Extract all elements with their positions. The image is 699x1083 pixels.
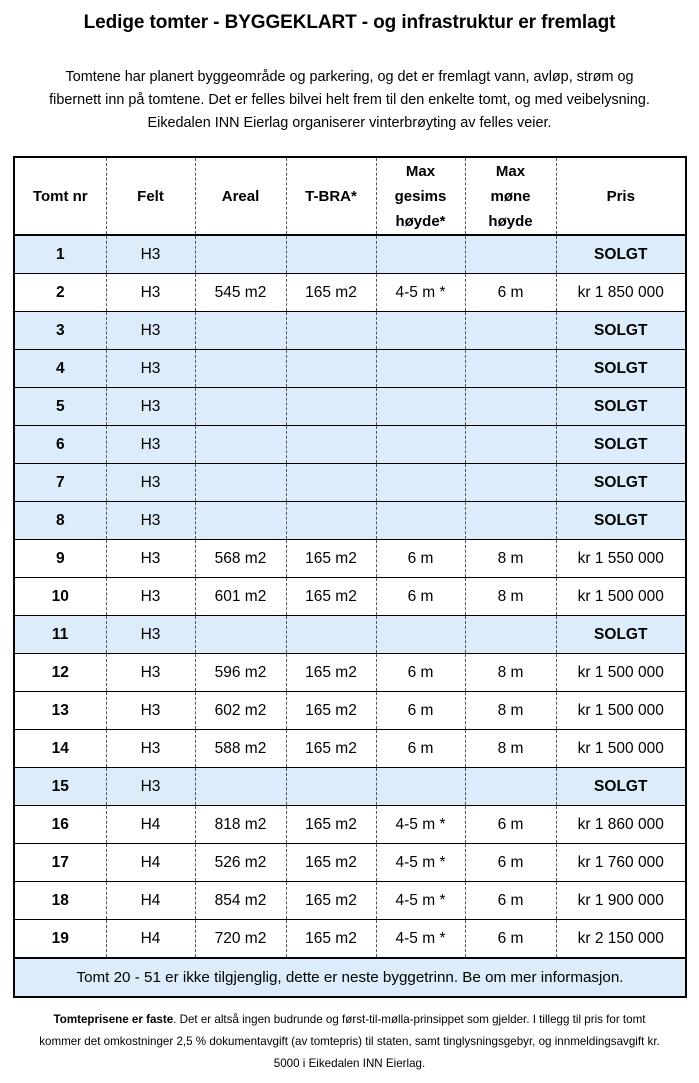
table-row xyxy=(14,274,686,312)
cell-areal: 602 m2 xyxy=(195,692,286,730)
table-row xyxy=(14,350,686,388)
cell-felt: H3 xyxy=(106,616,195,654)
cell-felt: H3 xyxy=(106,350,195,388)
cell-t-bra: 165 m2 xyxy=(286,578,376,616)
cell-gesims-hoyde: 6 m xyxy=(376,730,465,768)
header-line: møne xyxy=(490,187,531,205)
cell-gesims-hoyde xyxy=(376,616,465,654)
cell-gesims-hoyde: 4-5 m * xyxy=(376,274,465,312)
footer-line1-rest: . Det er altså ingen budrunde og først-til-mølla-prinsippet som gjelder. I tillegg til pris for tomt xyxy=(173,1013,646,1026)
cell-felt: H4 xyxy=(106,882,195,920)
cell-mone-hoyde: 6 m xyxy=(465,882,556,920)
cell-t-bra xyxy=(286,616,376,654)
cell-pris: SOLGT xyxy=(556,235,686,274)
table-row xyxy=(14,616,686,654)
cell-tomt-nr: 7 xyxy=(14,464,106,502)
cell-t-bra xyxy=(286,464,376,502)
cell-t-bra xyxy=(286,312,376,350)
cell-felt: H4 xyxy=(106,806,195,844)
cell-mone-hoyde xyxy=(465,350,556,388)
cell-areal xyxy=(195,768,286,806)
cell-pris: kr 1 860 000 xyxy=(556,806,686,844)
cell-pris: SOLGT xyxy=(556,464,686,502)
cell-gesims-hoyde xyxy=(376,235,465,274)
cell-t-bra: 165 m2 xyxy=(286,844,376,882)
cell-areal: 588 m2 xyxy=(195,730,286,768)
header-max-gesims-hoyde xyxy=(376,157,465,235)
cell-gesims-hoyde: 4-5 m * xyxy=(376,882,465,920)
page-title: Ledige tomter - BYGGEKLART - og infrastruktur er fremlagt xyxy=(83,12,616,33)
cell-tomt-nr: 13 xyxy=(14,692,106,730)
cell-mone-hoyde xyxy=(465,426,556,464)
header-line: høyde* xyxy=(395,212,446,230)
cell-mone-hoyde: 8 m xyxy=(465,692,556,730)
cell-tomt-nr: 3 xyxy=(14,312,106,350)
cell-areal xyxy=(195,312,286,350)
cell-felt: H3 xyxy=(106,464,195,502)
cell-tomt-nr: 12 xyxy=(14,654,106,692)
cell-tomt-nr: 16 xyxy=(14,806,106,844)
header-line: høyde xyxy=(488,212,533,230)
cell-pris: kr 1 500 000 xyxy=(556,692,686,730)
cell-pris: kr 1 850 000 xyxy=(556,274,686,312)
cell-gesims-hoyde xyxy=(376,502,465,540)
cell-pris: kr 1 500 000 xyxy=(556,578,686,616)
cell-areal xyxy=(195,464,286,502)
cell-t-bra: 165 m2 xyxy=(286,920,376,959)
cell-felt: H3 xyxy=(106,578,195,616)
cell-gesims-hoyde xyxy=(376,768,465,806)
cell-areal xyxy=(195,426,286,464)
cell-mone-hoyde xyxy=(465,768,556,806)
table-row xyxy=(14,464,686,502)
table-row xyxy=(14,426,686,464)
cell-t-bra xyxy=(286,350,376,388)
cell-pris: kr 1 500 000 xyxy=(556,730,686,768)
header-areal: Areal xyxy=(195,157,286,235)
cell-gesims-hoyde: 4-5 m * xyxy=(376,920,465,959)
cell-felt: H3 xyxy=(106,654,195,692)
cell-tomt-nr: 8 xyxy=(14,502,106,540)
cell-pris: kr 1 760 000 xyxy=(556,844,686,882)
cell-mone-hoyde xyxy=(465,388,556,426)
cell-mone-hoyde: 8 m xyxy=(465,578,556,616)
cell-tomt-nr: 6 xyxy=(14,426,106,464)
header-tomt-nr: Tomt nr xyxy=(14,157,106,235)
footer-line: kommer det omkostninger 2,5 % dokumentavgift (av tomtepris) til staten, samt tinglysningsgebyr, og innmeldingsavgift kr. xyxy=(39,1035,660,1048)
table-header-row xyxy=(14,157,686,235)
cell-tomt-nr: 2 xyxy=(14,274,106,312)
cell-gesims-hoyde: 4-5 m * xyxy=(376,844,465,882)
availability-note-row xyxy=(14,958,686,997)
cell-t-bra: 165 m2 xyxy=(286,274,376,312)
cell-felt: H3 xyxy=(106,235,195,274)
cell-areal: 818 m2 xyxy=(195,806,286,844)
cell-t-bra xyxy=(286,388,376,426)
cell-mone-hoyde xyxy=(465,502,556,540)
cell-pris: SOLGT xyxy=(556,768,686,806)
table-row xyxy=(14,692,686,730)
table-row xyxy=(14,388,686,426)
cell-gesims-hoyde xyxy=(376,464,465,502)
table-row xyxy=(14,730,686,768)
cell-pris: SOLGT xyxy=(556,616,686,654)
cell-areal: 720 m2 xyxy=(195,920,286,959)
cell-mone-hoyde: 6 m xyxy=(465,920,556,959)
cell-pris: SOLGT xyxy=(556,388,686,426)
table-row xyxy=(14,920,686,959)
intro-line: Tomtene har planert byggeområde og parkering, og det er fremlagt vann, avløp, strøm og xyxy=(65,69,634,85)
header-t-bra: T-BRA* xyxy=(286,157,376,235)
header-felt: Felt xyxy=(106,157,195,235)
cell-felt: H3 xyxy=(106,540,195,578)
table-row xyxy=(14,502,686,540)
cell-areal xyxy=(195,235,286,274)
footer-line xyxy=(12,1009,687,1031)
cell-mone-hoyde xyxy=(465,235,556,274)
cell-t-bra xyxy=(286,426,376,464)
cell-pris: SOLGT xyxy=(556,312,686,350)
cell-mone-hoyde: 6 m xyxy=(465,844,556,882)
cell-gesims-hoyde: 4-5 m * xyxy=(376,806,465,844)
table-row xyxy=(14,768,686,806)
table-row xyxy=(14,540,686,578)
cell-areal: 596 m2 xyxy=(195,654,286,692)
cell-tomt-nr: 15 xyxy=(14,768,106,806)
cell-areal xyxy=(195,616,286,654)
table-row xyxy=(14,235,686,274)
cell-t-bra xyxy=(286,235,376,274)
cell-areal: 601 m2 xyxy=(195,578,286,616)
header-line: Max xyxy=(495,162,526,180)
cell-gesims-hoyde xyxy=(376,426,465,464)
cell-mone-hoyde: 8 m xyxy=(465,654,556,692)
cell-felt: H3 xyxy=(106,426,195,464)
cell-pris: SOLGT xyxy=(556,350,686,388)
cell-mone-hoyde: 6 m xyxy=(465,806,556,844)
cell-tomt-nr: 18 xyxy=(14,882,106,920)
cell-gesims-hoyde: 6 m xyxy=(376,540,465,578)
intro-text xyxy=(20,66,679,135)
cell-felt: H3 xyxy=(106,692,195,730)
cell-felt: H3 xyxy=(106,730,195,768)
cell-felt: H3 xyxy=(106,312,195,350)
cell-felt: H4 xyxy=(106,844,195,882)
header-max-mone-hoyde xyxy=(465,157,556,235)
cell-gesims-hoyde: 6 m xyxy=(376,692,465,730)
cell-pris: SOLGT xyxy=(556,426,686,464)
cell-tomt-nr: 14 xyxy=(14,730,106,768)
cell-t-bra: 165 m2 xyxy=(286,654,376,692)
intro-line: fibernett inn på tomtene. Det er felles bilvei helt frem til den enkelte tomt, og med veibelysning. xyxy=(49,92,650,108)
cell-areal: 854 m2 xyxy=(195,882,286,920)
cell-pris: SOLGT xyxy=(556,502,686,540)
availability-note: Tomt 20 - 51 er ikke tilgjenglig, dette er neste byggetrinn. Be om mer informasjon. xyxy=(14,958,686,997)
cell-mone-hoyde xyxy=(465,312,556,350)
cell-tomt-nr: 9 xyxy=(14,540,106,578)
cell-t-bra: 165 m2 xyxy=(286,540,376,578)
cell-mone-hoyde: 6 m xyxy=(465,274,556,312)
cell-t-bra xyxy=(286,768,376,806)
cell-gesims-hoyde: 6 m xyxy=(376,578,465,616)
footer-bold-lead: Tomteprisene er faste xyxy=(53,1013,174,1026)
cell-tomt-nr: 19 xyxy=(14,920,106,959)
cell-t-bra: 165 m2 xyxy=(286,806,376,844)
footer-line: 5000 i Eikedalen INN Eierlag. xyxy=(273,1057,426,1070)
table-row xyxy=(14,882,686,920)
cell-tomt-nr: 4 xyxy=(14,350,106,388)
header-line: gesims xyxy=(394,187,447,205)
cell-areal xyxy=(195,350,286,388)
cell-tomt-nr: 1 xyxy=(14,235,106,274)
table-row xyxy=(14,312,686,350)
table-row xyxy=(14,806,686,844)
plots-table xyxy=(13,156,687,998)
cell-t-bra: 165 m2 xyxy=(286,692,376,730)
cell-t-bra: 165 m2 xyxy=(286,882,376,920)
cell-mone-hoyde: 8 m xyxy=(465,540,556,578)
cell-tomt-nr: 17 xyxy=(14,844,106,882)
cell-pris: kr 1 500 000 xyxy=(556,654,686,692)
cell-tomt-nr: 10 xyxy=(14,578,106,616)
cell-areal xyxy=(195,388,286,426)
cell-tomt-nr: 11 xyxy=(14,616,106,654)
cell-mone-hoyde: 8 m xyxy=(465,730,556,768)
cell-pris: kr 1 550 000 xyxy=(556,540,686,578)
cell-pris: kr 2 150 000 xyxy=(556,920,686,959)
header-pris: Pris xyxy=(556,157,686,235)
cell-gesims-hoyde xyxy=(376,312,465,350)
cell-areal xyxy=(195,502,286,540)
intro-line: Eikedalen INN Eierlag organiserer vinterbrøyting av felles veier. xyxy=(147,115,552,131)
cell-gesims-hoyde xyxy=(376,350,465,388)
cell-tomt-nr: 5 xyxy=(14,388,106,426)
cell-mone-hoyde xyxy=(465,616,556,654)
cell-t-bra: 165 m2 xyxy=(286,730,376,768)
cell-gesims-hoyde: 6 m xyxy=(376,654,465,692)
header-line: Max xyxy=(405,162,436,180)
table-row xyxy=(14,578,686,616)
cell-pris: kr 1 900 000 xyxy=(556,882,686,920)
footer-text xyxy=(12,1009,687,1075)
cell-gesims-hoyde xyxy=(376,388,465,426)
table-row xyxy=(14,654,686,692)
cell-areal: 545 m2 xyxy=(195,274,286,312)
cell-areal: 568 m2 xyxy=(195,540,286,578)
cell-areal: 526 m2 xyxy=(195,844,286,882)
cell-mone-hoyde xyxy=(465,464,556,502)
cell-t-bra xyxy=(286,502,376,540)
table-row xyxy=(14,844,686,882)
cell-felt: H4 xyxy=(106,920,195,959)
cell-felt: H3 xyxy=(106,388,195,426)
cell-felt: H3 xyxy=(106,502,195,540)
cell-felt: H3 xyxy=(106,768,195,806)
cell-felt: H3 xyxy=(106,274,195,312)
